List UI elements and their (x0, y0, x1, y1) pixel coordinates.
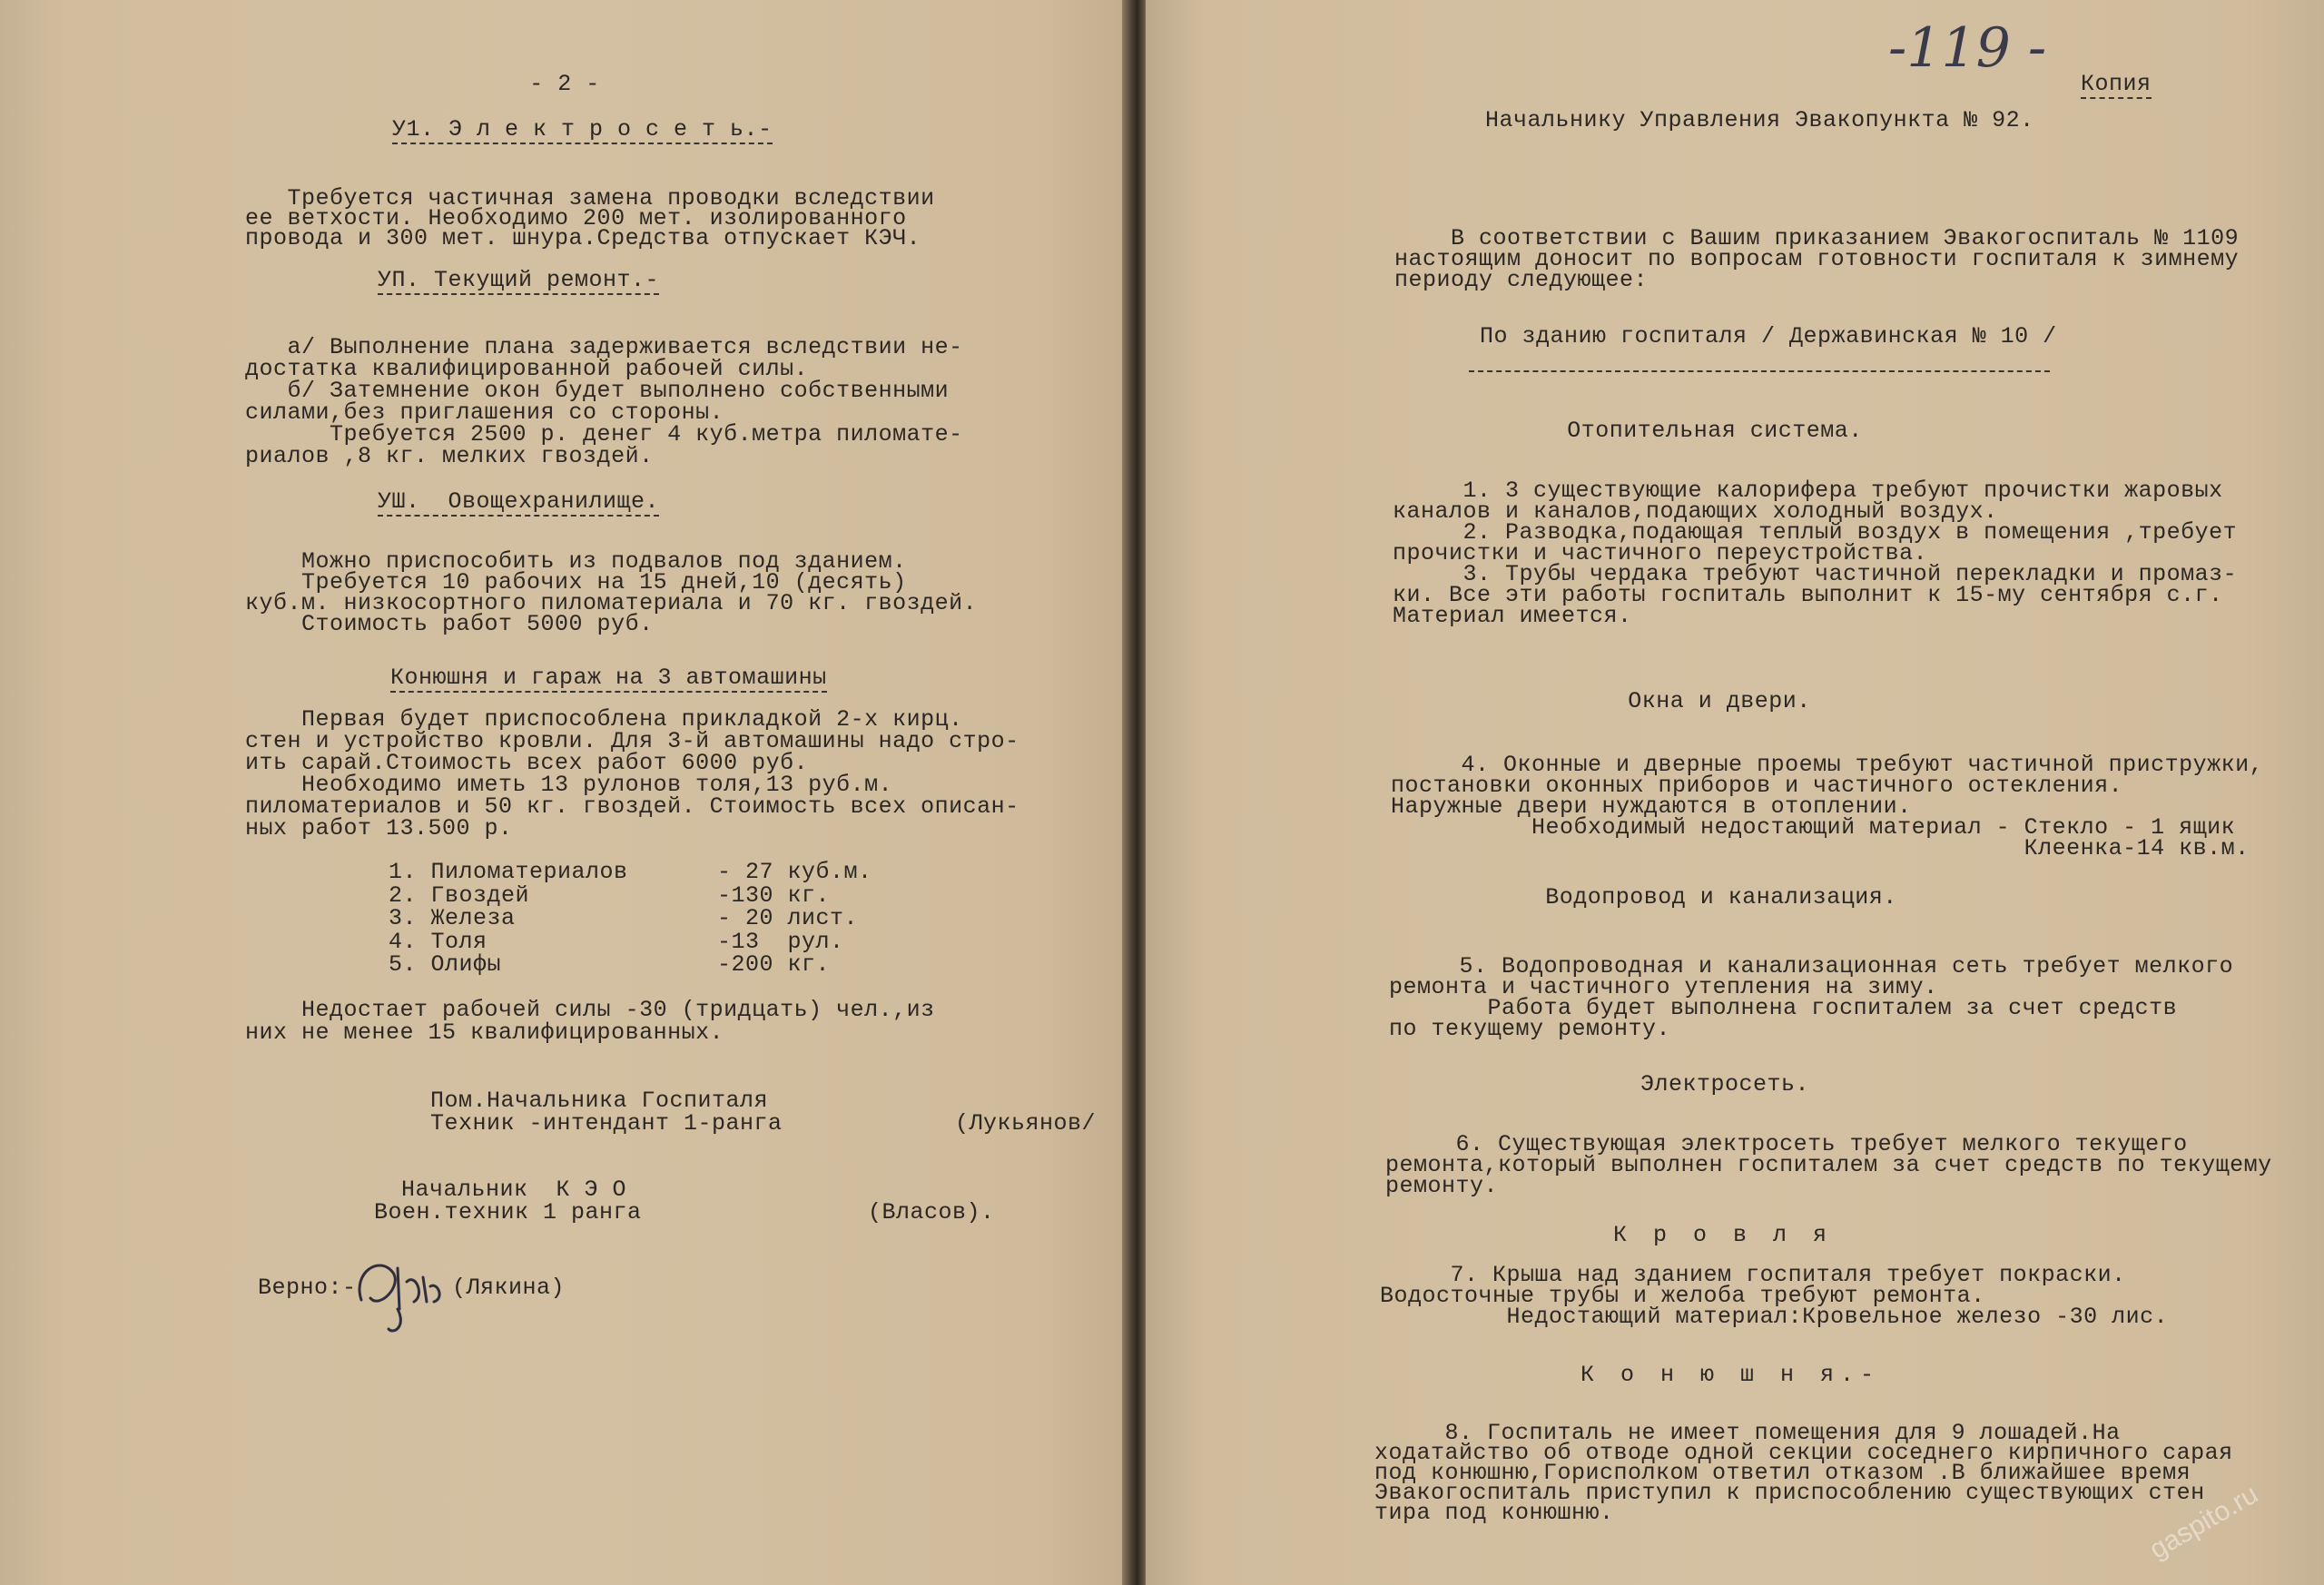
text-line: Недостающий материал:Кровельное железо -30 лис. (1380, 1304, 2169, 1330)
text-line: куб.м. низкосортного пиломатериала и 70 кг. гвоздей. (245, 590, 978, 616)
text-line: периоду следующее: (1394, 267, 1649, 293)
text-line: Работа будет выполнена госпиталем за счет средств (1389, 995, 2178, 1021)
text-line: 5. Водопроводная и канализационная сеть требует мелкого (1389, 953, 2234, 980)
text-line: ных работ 13.500 р. (245, 815, 513, 842)
text-line: по текущему ремонту. (1389, 1016, 1671, 1042)
text-line: В соответствии с Вашим приказанием Эвакогоспиталь № 1109 (1394, 225, 2240, 251)
text-line: ки. Все эти работы госпиталь выполнит к 15-му сентября с.г. (1393, 582, 2223, 608)
text-line: них не менее 15 квалифицированных. (245, 1019, 724, 1046)
section-heading-electric: Электросеть. (1640, 1071, 1810, 1098)
section-heading-electric: У1. Э л е к т р о с е т ь.- (392, 116, 773, 143)
material-item: 4. Толя (389, 928, 487, 955)
material-item: 2. Гвоздей (389, 881, 530, 909)
material-qty: - 20 лист. (717, 905, 859, 931)
text-line: Можно приспособить из подвалов под зданием. (245, 548, 907, 575)
text-line: Водосточные трубы и желоба требуют ремонта. (1380, 1283, 1985, 1309)
text-line: Необходимо иметь 13 рулонов толя,13 руб.м. (245, 772, 893, 798)
text-line: 2. Разводка,подающая теплый воздух в помещения ,требует (1393, 519, 2238, 546)
watermark: gaspito.ru (2144, 1479, 2263, 1565)
text-line: пиломатериалов и 50 кг. гвоздей. Стоимость всех описан- (245, 793, 1019, 820)
section-heading-storage: УШ. Овощехранилище. (378, 488, 660, 515)
page-number: - 2 - (529, 71, 600, 97)
text-line: ремонта,который выполнен госпиталем за счет средств по текущему (1385, 1152, 2272, 1178)
signature-title: Начальник К Э О (401, 1176, 627, 1203)
text-line: под конюшню,Горисполком ответил отказом .В ближайшее время (1374, 1460, 2191, 1486)
signature-rank: Воен.техник 1 ранга (374, 1199, 642, 1226)
signature-rank: Техник -интендант 1-ранга (430, 1110, 783, 1137)
section-heading-stable-garage: Конюшня и гараж на 3 автомашины (390, 665, 827, 691)
text-line: провода и 300 мет. шнура.Средства отпускает КЭЧ. (245, 225, 921, 251)
text-line: 4. Оконные и дверные проемы требуют частичной пристружки, (1391, 752, 2264, 778)
text-line: каналов и каналов,подающих холодный воздух. (1393, 498, 1998, 525)
text-line: тира под конюшню. (1374, 1500, 1614, 1526)
left-page (0, 0, 1126, 1585)
material-item: 1. Пиломатериалов (389, 859, 628, 885)
material-qty: -200 кг. (717, 951, 831, 978)
text-line: ить сарай.Стоимость всех работ 6000 руб. (245, 750, 809, 776)
text-line: Первая будет приспособлена прикладкой 2-х кирц. (245, 706, 963, 733)
material-item: 5. Олифы (389, 951, 502, 978)
material-qty: - 27 куб.м. (717, 859, 872, 885)
material-item: 3. Железа (389, 905, 516, 931)
section-heading-roof: К р о в л я (1612, 1222, 1834, 1248)
section-heading-stable: К о н ю ш н я.- (1580, 1362, 1881, 1388)
text-line: Стоимость работ 5000 руб. (245, 611, 654, 637)
section-heading-plumbing: Водопровод и канализация. (1545, 884, 1897, 911)
text-line: 8. Госпиталь не имеет помещения для 9 лошадей.На (1374, 1420, 2121, 1446)
text-line: Необходимый недостающий материал - Стекло - 1 ящик (1391, 814, 2236, 841)
text-line: б/ Затемнение окон будет выполнено собственными (245, 378, 950, 404)
section-heading-windows: Окна и двери. (1628, 688, 1811, 714)
addressee: Начальнику Управления Эвакопункта № 92. (1485, 107, 2034, 133)
text-line: риалов ,8 кг. мелких гвоздей. (245, 443, 654, 469)
handwritten-page-number: -119 - (1888, 16, 2047, 80)
divider (1469, 370, 2050, 372)
text-line: 3. Трубы чердака требуют частичной перекладки и промаз- (1393, 561, 2238, 587)
signature-title: Пом.Начальника Госпиталя (430, 1088, 769, 1114)
text-line: настоящим доносит по вопросам готовности госпиталя к зимнему (1394, 246, 2240, 272)
text-line: стен и устройство кровли. Для 3-й автомашины надо стро- (245, 728, 1019, 754)
certified-name: (Лякина) (452, 1275, 566, 1301)
text-line: Эвакогоспиталь приступил к приспособлению существующих стен (1374, 1480, 2205, 1506)
material-qty: -13 рул. (717, 928, 844, 955)
text-line: достатка квалифицированной рабочей силы. (245, 356, 809, 382)
text-line: ее ветхости. Необходимо 200 мет. изолированного (245, 205, 907, 231)
text-line: ходатайство об отводе одной секции соседнего кирпичного сарая (1374, 1440, 2233, 1466)
text-line: 1. 3 существующие калорифера требуют прочистки жаровых (1393, 477, 2223, 504)
text-line: 7. Крыша над зданием госпиталя требует покраски. (1380, 1262, 2126, 1288)
section-heading-repair: УП. Текущий ремонт.- (378, 267, 660, 293)
signature-name: (Лукьянов/ (955, 1110, 1097, 1137)
text-line: Материал имеется. (1393, 603, 1632, 629)
signature-name: (Власов). (868, 1199, 995, 1226)
text-line: ремонту. (1385, 1173, 1499, 1199)
material-qty: -130 кг. (717, 881, 831, 909)
text-line: ремонта и частичного утепления на зиму. (1389, 974, 1938, 1000)
text-line: Требуется частичная замена проводки вследствии (245, 185, 935, 212)
text-line: силами,без приглашения со стороны. (245, 399, 724, 426)
text-line: а/ Выполнение плана задерживается вследствии не- (245, 334, 963, 360)
section-heading-heating: Отопительная система. (1567, 418, 1863, 444)
handwritten-signature (343, 1245, 461, 1336)
text-line: постановки оконных приборов и частичного остекления. (1391, 773, 2123, 799)
text-line: Наружные двери нуждаются в отоплении. (1391, 793, 1912, 820)
certified-label: Верно:- (258, 1275, 357, 1301)
text-line: прочистки и частичного переустройства. (1393, 540, 1928, 566)
building-heading: По зданию госпиталя / Державинская № 10 / (1480, 323, 2057, 349)
text-line: Клеенка-14 кв.м. (1391, 835, 2250, 861)
text-line: Требуется 10 рабочих на 15 дней,10 (десять) (245, 569, 907, 596)
text-line: Требуется 2500 р. денег 4 куб.метра пиломате- (245, 421, 963, 448)
text-line: Недостает рабочей силы -30 (тридцать) чел.,из (245, 997, 935, 1023)
copy-label: Копия (2081, 71, 2152, 97)
text-line: 6. Существующая электросеть требует мелкого текущего (1385, 1131, 2188, 1157)
right-page (1146, 0, 2324, 1585)
